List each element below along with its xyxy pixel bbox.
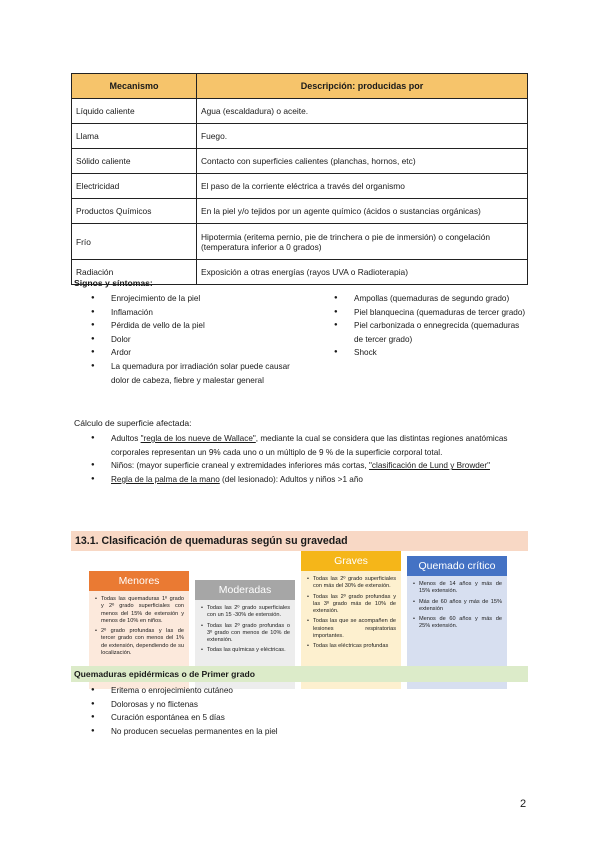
mechanism-cell: Llama: [72, 124, 197, 149]
mechanism-cell: Radiación: [72, 260, 197, 285]
signs-left-list: [91, 292, 306, 387]
list-item: ● Inflamación: [91, 306, 306, 320]
severity-header-critico: Quemado crítico: [407, 556, 507, 576]
mechanism-table: [71, 73, 528, 285]
wallace-rule: "regla de los nueve de Wallace": [140, 434, 256, 443]
list-item: ● Enrojecimiento de la piel: [91, 292, 306, 306]
list-item: [91, 432, 531, 459]
mechanism-cell: Electricidad: [72, 174, 197, 199]
description-cell: El paso de la corriente eléctrica a través del organismo: [197, 174, 528, 199]
palm-rule: Regla de la palma de la mano: [111, 474, 220, 484]
column-header: Descripción: producidas por: [197, 74, 528, 99]
list-item: ● Piel carbonizada o ennegrecida (quemaduras de tercer grado): [334, 319, 529, 346]
list-item: • Más de 60 años y más de 15% extensión: [413, 599, 502, 614]
section-title: 13.1. Clasificación de quemaduras según su gravedad: [71, 531, 528, 551]
mechanism-cell: Frío: [72, 224, 197, 260]
table-row: [72, 224, 528, 260]
list-item: • Todas las 2º grado profundas y las 3º grado más de 10% de extensión.: [307, 594, 396, 616]
description-cell: Agua (escaldadura) o aceite.: [197, 99, 528, 124]
signs-title: Signos y síntomas:: [74, 278, 153, 288]
description-cell: Exposición a otras energías (rayos UVA o Radioterapia): [197, 260, 528, 285]
description-cell: Contacto con superficies calientes (planchas, hornos, etc): [197, 149, 528, 174]
list-item: • Todas las 2º grado superficiales con más del 30% de extensión.: [307, 576, 396, 591]
mechanism-cell: Sólido caliente: [72, 149, 197, 174]
mechanism-cell: Líquido caliente: [72, 99, 197, 124]
list-item: • Todas las químicas y eléctricas.: [201, 647, 290, 654]
list-item: ● Pérdida de vello de la piel: [91, 319, 306, 333]
list-item: • 2º grado profundas y las de tercer grado con menos del 1% de extensión, dependiendo de su localización.: [95, 628, 184, 657]
description-cell: Fuego.: [197, 124, 528, 149]
column-header: Mecanismo: [72, 74, 197, 99]
first-degree-list: [91, 684, 511, 738]
list-item: • Menos de 14 años y más de 15% extensión.: [413, 581, 502, 596]
description-cell: Hipotermia (eritema pernio, pie de trinchera o pie de inmersión) o congelación (temperatura inferior a 0 grados): [197, 224, 528, 260]
adults-prefix: Adultos: [111, 434, 141, 443]
table-row: [72, 174, 528, 199]
table-row: [72, 124, 528, 149]
severity-header-graves: Graves: [301, 551, 401, 571]
list-item: • Menos de 60 años y más de 25% extensión.: [413, 616, 502, 631]
list-item: ● Dolor: [91, 333, 306, 347]
table-row: [72, 199, 528, 224]
table-header-row: [72, 74, 528, 99]
list-item: ● Piel blanquecina (quemaduras de tercer grado): [334, 306, 529, 320]
table-row: [72, 149, 528, 174]
list-item: • Todas las 2º grado profundas o 3º grado con menos de 10% de extensión.: [201, 623, 290, 645]
list-item: • Todas las eléctricas profundas: [307, 643, 396, 650]
list-item: [91, 459, 531, 473]
lund-browder-rule: "clasificación de Lund y Browder": [369, 461, 490, 471]
list-item: ● No producen secuelas permanentes en la piel: [91, 725, 511, 739]
severity-header-moderadas: Moderadas: [195, 580, 295, 600]
list-item: ● La quemadura por irradiación solar puede causar dolor de cabeza, fiebre y malestar general: [91, 360, 306, 387]
adults-text: , mediante la cual se considera que las distintas regiones anatómicas corporales representan un 9% cada uno o un múltiplo de 9 % de la superficie corporal total.: [111, 434, 508, 457]
signs-right-list: [334, 292, 529, 360]
list-item: ● Eritema o enrojecimiento cutáneo: [91, 684, 511, 698]
list-item: • Todas las 2º grado superficiales con un 15 -30% de extensión.: [201, 605, 290, 620]
severity-header-menores: Menores: [89, 571, 189, 591]
kids-text: Niños: (mayor superficie craneal y extremidades inferiores más cortas,: [111, 461, 370, 471]
list-item: ● Ampollas (quemaduras de segundo grado): [334, 292, 529, 306]
list-item: ● Dolorosas y no flictenas: [91, 698, 511, 712]
first-degree-title: Quemaduras epidérmicas o de Primer grado: [71, 666, 528, 682]
list-item: • Todas las que se acompañen de lesiones respiratorias importantes.: [307, 618, 396, 640]
mechanism-cell: Productos Químicos: [72, 199, 197, 224]
description-cell: En la piel y/o tejidos por un agente químico (ácidos o sustancias orgánicas): [197, 199, 528, 224]
list-item: ● Ardor: [91, 346, 306, 360]
page-number: 2: [520, 798, 527, 810]
table-row: [72, 99, 528, 124]
palm-text: (del lesionado): Adultos y niños >1 año: [219, 474, 363, 484]
surface-list: [91, 432, 531, 486]
surface-title: Cálculo de superficie afectada:: [74, 418, 192, 428]
list-item: • Todas las quemaduras 1º grado y 2º grado superficiales con menos del 15% de extensión y menos de 10% en niños.: [95, 596, 184, 625]
list-item: ● Shock: [334, 346, 529, 360]
list-item: [91, 473, 531, 487]
list-item: ● Curación espontánea en 5 días: [91, 711, 511, 725]
